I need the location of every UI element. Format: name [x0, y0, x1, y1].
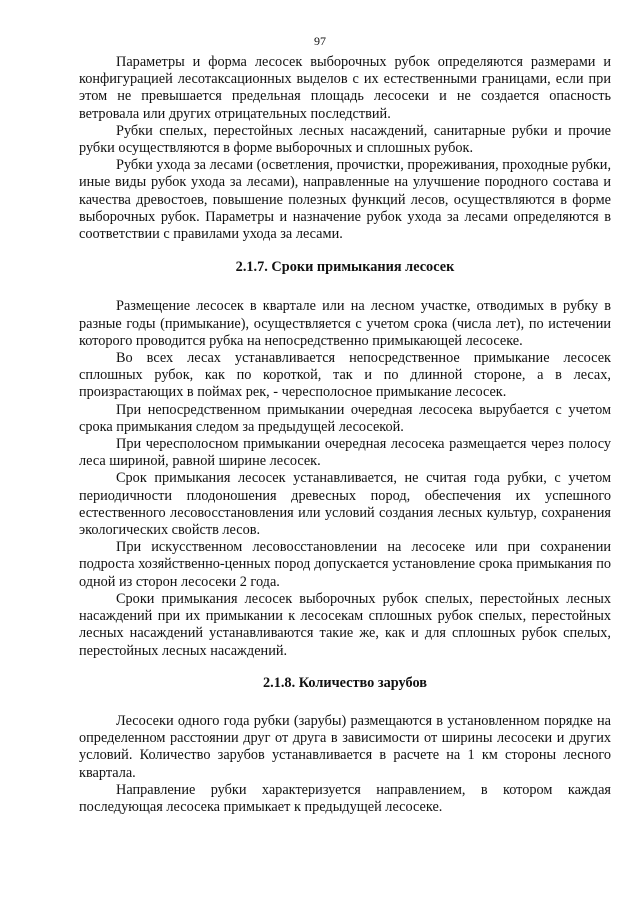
paragraph: Сроки примыкания лесосек выборочных рубок спелых, перестойных лесных насаждений при их примыкании к лесосекам сплошных рубок спелых, перестойных лесных насаждений устанавливаются такие же, как и для сплошных рубок спелых, перестойных лесных насаждений.	[79, 590, 611, 659]
paragraph: Направление рубки характеризуется направлением, в котором каждая последующая лесосека примыкает к предыдущей лесосеке.	[79, 781, 611, 815]
section-heading-2-1-7: 2.1.7. Сроки примыкания лесосек	[235, 259, 455, 276]
paragraph: Рубки ухода за лесами (осветления, прочистки, прореживания, проходные рубки, иные виды рубок ухода за лесами), направленные на улучшение породного состава и качества древостоев, повышение полезных функций лесов, осуществляются в форме выборочных рубок. Параметры и назначение рубок ухода за лесами определяются в соответствии с правилами ухода за лесами.	[79, 157, 612, 243]
paragraph: Параметры и форма лесосек выборочных рубок определяются размерами и конфигурацией лесотаксационных выделов с их естественными границами, если при этом не превышается предельная площадь лесосеки и не создается опасность ветровала или других отрицательных последствий.	[79, 54, 611, 122]
paragraph: Размещение лесосек в квартале или на лесном участке, отводимых в рубку в разные годы (примыкание), осуществляется с учетом срока (числа лет), по истечении которого проводится рубка на непосредственно примыкающей лесосеке.	[79, 298, 611, 349]
page-number: 97	[314, 34, 326, 48]
paragraph: При чересполосном примыкании очередная лесосека размещается через полосу леса шириной, равной ширине лесосек.	[79, 436, 611, 470]
page-content	[79, 54, 611, 816]
paragraph: Лесосеки одного года рубки (зарубы) размещаются в установленном порядке на определенном расстоянии друг от друга в зависимости от ширины лесосеки и других условий. Количество зарубов устанавливается в расчете на 1 км стороны лесного квартала.	[79, 712, 611, 781]
paragraph: При непосредственном примыкании очередная лесосека вырубается с учетом срока примыкания следом за предыдущей лесосекой.	[79, 401, 611, 435]
paragraph: Рубки спелых, перестойных лесных насаждений, санитарные рубки и прочие рубки осуществляются в форме выборочных и сплошных рубок.	[79, 122, 611, 157]
paragraph: Во всех лесах устанавливается непосредственное примыкание лесосек сплошных рубок, как по короткой, так и по длинной стороне, а в лесах, произрастающих в поймах рек, - чересполосное примыкание лесосек.	[79, 350, 611, 401]
section-heading-2-1-8: 2.1.8. Количество зарубов	[262, 674, 427, 691]
paragraph: Срок примыкания лесосек устанавливается, не считая года рубки, с учетом периодичности плодоношения древесных пород, обеспечения их успешного естественного лесовосстановления или условий создания лесных культур, сохранения экологических свойств лесов.	[79, 470, 611, 539]
paragraph: При искусственном лесовосстановлении на лесосеке или при сохранении подроста хозяйственно-ценных пород допускается установление срока примыкания по одной из сторон лесосеки 2 года.	[79, 539, 611, 590]
